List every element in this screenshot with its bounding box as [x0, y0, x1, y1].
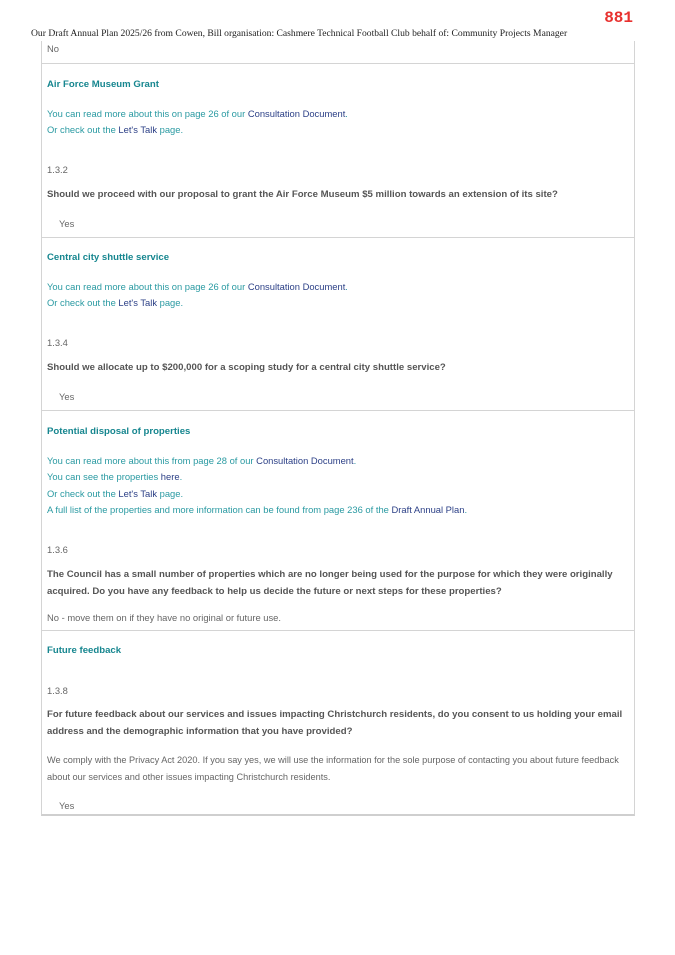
question-text: The Council has a small number of properties which are no longer being used for the purpose for which they were originally acquired. Do you have any feedback to help us decide the future or next steps for these properties? [47, 569, 613, 597]
previous-answer: No [47, 43, 59, 54]
section-heading-future-feedback: Future feedback [47, 645, 122, 656]
question-text: Should we allocate up to $200,000 for a scoping study for a central city shuttle service? [47, 362, 446, 373]
answer-value: Yes [59, 391, 75, 402]
info-line: You can read more about this from page 28 of our Consultation Document. [47, 455, 357, 466]
section-divider [42, 237, 634, 238]
section-heading-shuttle: Central city shuttle service [47, 252, 170, 263]
answer-value: Yes [59, 218, 75, 229]
info-line: Or check out the Let's Talk page. [47, 124, 184, 135]
consultation-document-link[interactable]: Consultation Document [256, 455, 354, 466]
consultation-document-link[interactable]: Consultation Document [247, 108, 346, 119]
answer-value: Yes [59, 800, 75, 811]
lets-talk-link[interactable]: Let's Talk [118, 124, 158, 135]
info-line: A full list of the properties and more information can be found from page 236 of the Draft Annual Plan. [47, 504, 468, 515]
section-divider [42, 630, 634, 631]
document-header: Our Draft Annual Plan 2025/26 from Cowen, Bill organisation: Cashmere Technical Football Club behalf of: Community Projects Manager [31, 28, 568, 39]
consultation-document-link[interactable]: Consultation Document [247, 281, 346, 292]
form-container [41, 41, 635, 816]
question-number: 1.3.2 [47, 164, 68, 175]
draft-annual-plan-link[interactable]: Draft Annual Plan [391, 504, 465, 515]
section-divider [42, 410, 634, 411]
info-line: You can see the properties here. [47, 471, 183, 482]
section-heading-properties: Potential disposal of properties [47, 426, 191, 437]
properties-here-link[interactable]: here [160, 471, 180, 482]
info-line: You can read more about this on page 26 of our Consultation Document. [47, 281, 348, 292]
question-number: 1.3.8 [47, 685, 68, 696]
info-line: Or check out the Let's Talk page. [47, 488, 184, 499]
section-divider [42, 63, 634, 64]
question-text: Should we proceed with our proposal to grant the Air Force Museum $5 million towards an extension of its site? [47, 189, 558, 200]
info-line: You can read more about this on page 26 of our Consultation Document. [47, 108, 348, 119]
page-number: 881 [604, 9, 633, 27]
section-heading-air-force: Air Force Museum Grant [47, 79, 159, 90]
question-text: For future feedback about our services and issues impacting Christchurch residents, do you consent to us holding your email address and the demographic information that you have provided? [47, 709, 623, 737]
lets-talk-link[interactable]: Let's Talk [118, 297, 158, 308]
privacy-description: We comply with the Privacy Act 2020. If you say yes, we will use the information for the sole purpose of contacting you about future feedback about our services and other issues impacting Christchurch residents. [47, 755, 619, 782]
info-line: Or check out the Let's Talk page. [47, 297, 184, 308]
answer-value: No - move them on if they have no original or future use. [47, 612, 281, 623]
question-number: 1.3.4 [47, 337, 68, 348]
question-number: 1.3.6 [47, 544, 68, 555]
lets-talk-link[interactable]: Let's Talk [118, 488, 158, 499]
